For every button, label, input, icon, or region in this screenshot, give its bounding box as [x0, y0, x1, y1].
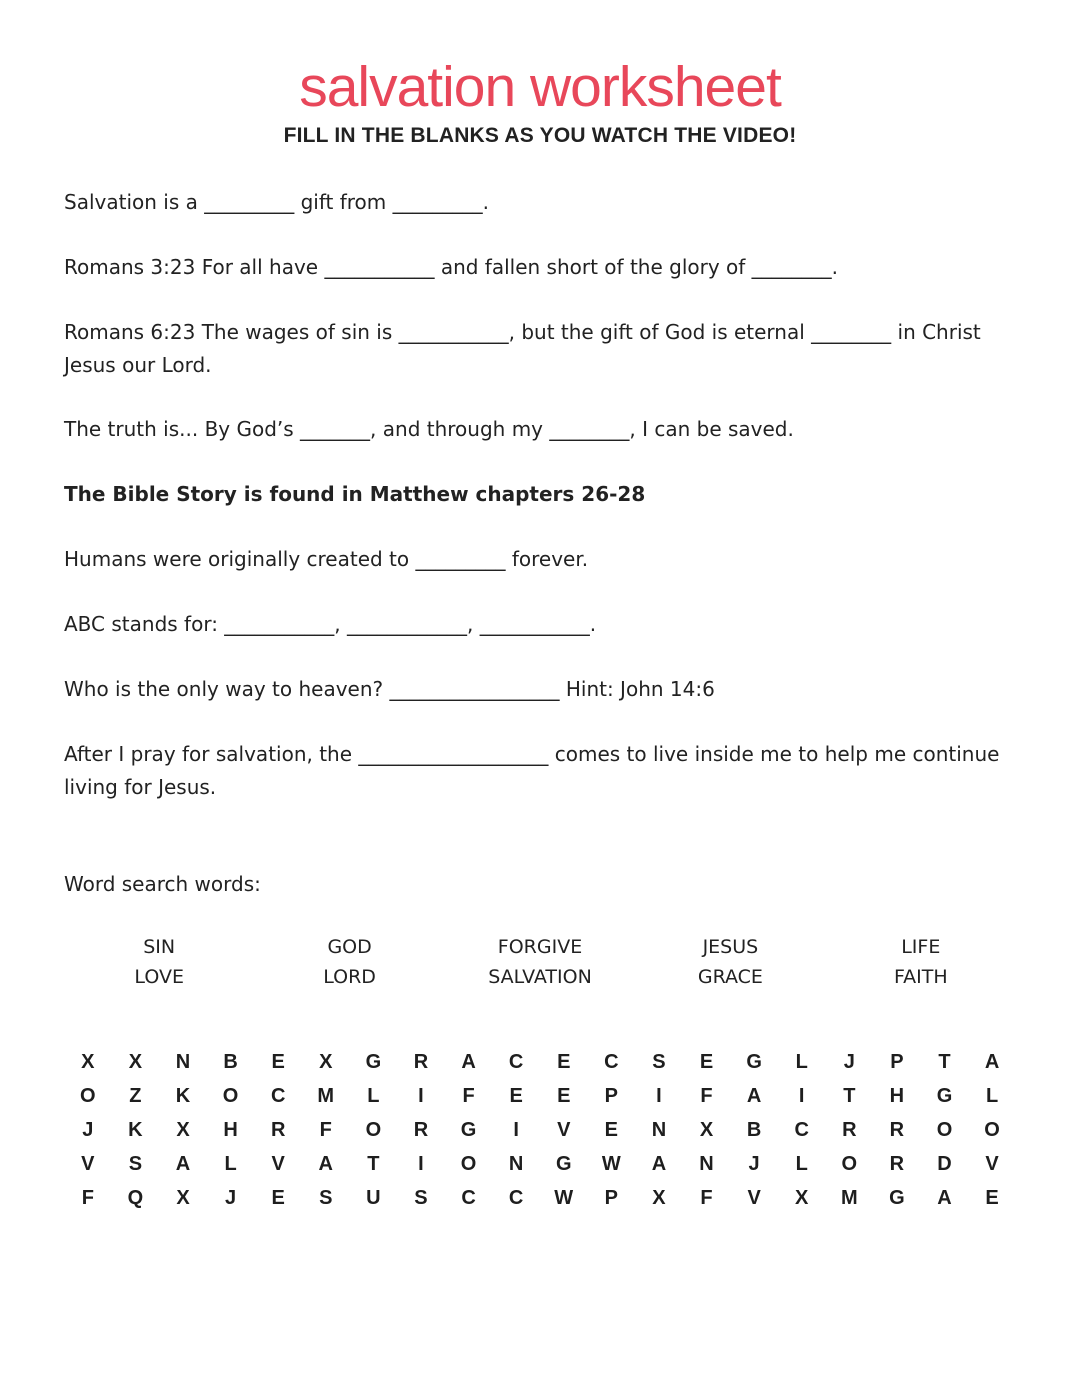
grid-letter[interactable]: B	[746, 1118, 762, 1141]
grid-letter[interactable]: X	[81, 1050, 95, 1073]
grid-letter[interactable]: T	[938, 1050, 951, 1073]
question-8: After I pray for salvation, the ___________________ comes to live inside me to help me continue living for Jesus.	[64, 742, 1000, 799]
grid-letter[interactable]: G	[555, 1152, 572, 1175]
question-2: Romans 3:23 For all have ___________ and fallen short of the glory of ________.	[64, 255, 839, 279]
grid-letter[interactable]: E	[557, 1084, 571, 1107]
grid-letter[interactable]: E	[604, 1118, 618, 1141]
grid-letter[interactable]: A	[984, 1050, 1000, 1073]
grid-letter[interactable]: J	[843, 1050, 855, 1073]
grid-letter[interactable]: A	[461, 1050, 476, 1073]
grid-letter[interactable]: I	[418, 1152, 424, 1175]
grid-row	[64, 1079, 1016, 1113]
grid-letter[interactable]: X	[176, 1186, 190, 1209]
grid-letter[interactable]: G	[460, 1118, 477, 1141]
grid-letter[interactable]: X	[652, 1186, 666, 1209]
word-item: FORGIVE	[497, 936, 583, 958]
grid-letter[interactable]: A	[175, 1152, 191, 1175]
word-item: FAITH	[893, 966, 948, 988]
grid-letter[interactable]: G	[936, 1084, 953, 1107]
word-item: SALVATION	[488, 966, 592, 988]
grid-letter[interactable]: N	[175, 1050, 191, 1073]
grid-letter[interactable]: C	[794, 1118, 809, 1141]
grid-letter[interactable]: R	[413, 1118, 429, 1141]
grid-letter[interactable]: A	[318, 1152, 333, 1175]
grid-letter[interactable]: O	[365, 1118, 382, 1141]
grid-letter[interactable]: X	[319, 1050, 333, 1073]
grid-row	[64, 1181, 1016, 1215]
grid-row	[64, 1113, 1016, 1147]
page-subtitle: FILL IN THE BLANKS AS YOU WATCH THE VIDEO!	[283, 124, 797, 147]
grid-letter[interactable]: F	[700, 1084, 713, 1107]
grid-letter[interactable]: D	[937, 1152, 952, 1175]
grid-letter[interactable]: M	[840, 1186, 858, 1209]
grid-letter[interactable]: O	[222, 1084, 239, 1107]
word-item: LORD	[323, 966, 376, 988]
grid-letter[interactable]: S	[319, 1186, 333, 1209]
grid-letter[interactable]: E	[557, 1050, 571, 1073]
grid-letter[interactable]: O	[984, 1118, 1000, 1141]
grid-letter[interactable]: B	[223, 1050, 238, 1073]
grid-letter[interactable]: G	[365, 1050, 382, 1073]
grid-letter[interactable]: R	[889, 1118, 905, 1141]
grid-row	[64, 1147, 1016, 1181]
grid-letter[interactable]: E	[509, 1084, 523, 1107]
grid-letter[interactable]: W	[554, 1186, 574, 1209]
grid-letter[interactable]: M	[317, 1084, 335, 1107]
grid-letter[interactable]: L	[985, 1084, 999, 1107]
grid-letter[interactable]: X	[795, 1186, 809, 1209]
grid-letter[interactable]: J	[748, 1152, 760, 1175]
grid-letter[interactable]: H	[223, 1118, 238, 1141]
grid-letter[interactable]: F	[462, 1084, 475, 1107]
grid-letter[interactable]: Z	[129, 1084, 142, 1107]
grid-letter[interactable]: U	[366, 1186, 381, 1209]
grid-letter[interactable]: G	[889, 1186, 905, 1209]
bible-story-reference: The Bible Story is found in Matthew chapters 26-28	[64, 482, 646, 506]
grid-letter[interactable]: E	[985, 1186, 999, 1209]
question-7: Who is the only way to heaven? _________________ Hint: John 14:6	[64, 677, 715, 701]
grid-letter[interactable]: K	[175, 1084, 191, 1107]
grid-letter[interactable]: C	[508, 1186, 524, 1209]
grid-letter[interactable]: K	[128, 1118, 143, 1141]
grid-letter[interactable]: I	[513, 1118, 519, 1141]
page-title: salvation worksheet	[299, 55, 781, 119]
grid-letter[interactable]: L	[367, 1084, 380, 1107]
grid-letter[interactable]: A	[746, 1084, 762, 1107]
grid-letter[interactable]: O	[80, 1084, 96, 1107]
word-item: GOD	[327, 936, 372, 958]
grid-letter[interactable]: C	[270, 1084, 286, 1107]
grid-letter[interactable]: G	[746, 1050, 762, 1073]
grid-letter[interactable]: R	[889, 1152, 905, 1175]
grid-letter[interactable]: J	[82, 1118, 94, 1141]
question-3: Romans 6:23 The wages of sin is ___________, but the gift of God is eternal ________ in Christ Jesus our Lord.	[64, 320, 981, 377]
grid-letter[interactable]: L	[795, 1050, 808, 1073]
grid-letter[interactable]: T	[367, 1152, 380, 1175]
grid-letter[interactable]: E	[271, 1050, 285, 1073]
grid-letter[interactable]: P	[604, 1186, 618, 1209]
grid-letter[interactable]: S	[652, 1050, 666, 1073]
question-4: The truth is... By God’s _______, and through my ________, I can be saved.	[64, 417, 794, 441]
grid-letter[interactable]: O	[460, 1152, 477, 1175]
grid-letter[interactable]: C	[461, 1186, 476, 1209]
grid-letter[interactable]: N	[699, 1152, 714, 1175]
word-item: LOVE	[134, 966, 184, 988]
question-5: Humans were originally created to _________ forever.	[64, 547, 589, 571]
grid-letter[interactable]: L	[795, 1152, 808, 1175]
grid-letter[interactable]: E	[271, 1186, 285, 1209]
grid-letter[interactable]: R	[270, 1118, 286, 1141]
question-1: Salvation is a _________ gift from _________.	[64, 190, 489, 214]
grid-letter[interactable]: S	[128, 1152, 143, 1175]
grid-letter[interactable]: X	[176, 1118, 190, 1141]
grid-letter[interactable]: H	[889, 1084, 905, 1107]
grid-letter[interactable]: F	[81, 1186, 94, 1209]
grid-letter[interactable]: V	[985, 1152, 999, 1175]
word-search-word-list	[64, 932, 1016, 992]
grid-letter[interactable]: E	[699, 1050, 714, 1073]
word-item: JESUS	[702, 936, 759, 958]
grid-letter[interactable]: V	[271, 1152, 285, 1175]
grid-letter[interactable]: V	[81, 1152, 95, 1175]
grid-letter[interactable]: A	[651, 1152, 667, 1175]
grid-letter[interactable]: X	[699, 1118, 714, 1141]
grid-letter[interactable]: R	[413, 1050, 429, 1073]
grid-letter[interactable]: A	[937, 1186, 952, 1209]
question-6: ABC stands for: ___________, ____________, ___________.	[64, 612, 597, 636]
grid-letter[interactable]: Q	[127, 1186, 144, 1209]
grid-letter[interactable]: X	[128, 1050, 143, 1073]
grid-letter[interactable]: V	[557, 1118, 571, 1141]
grid-letter[interactable]: P	[604, 1084, 618, 1107]
grid-letter[interactable]: I	[418, 1084, 424, 1107]
grid-letter[interactable]: P	[890, 1050, 904, 1073]
grid-letter[interactable]: L	[224, 1152, 237, 1175]
grid-letter[interactable]: T	[843, 1084, 856, 1107]
grid-letter[interactable]: F	[319, 1118, 332, 1141]
grid-letter[interactable]: F	[700, 1186, 713, 1209]
word-item: SIN	[143, 936, 176, 958]
grid-letter[interactable]: I	[656, 1084, 662, 1107]
grid-letter[interactable]: N	[508, 1152, 524, 1175]
grid-letter[interactable]: W	[601, 1152, 621, 1175]
grid-letter[interactable]: I	[798, 1084, 805, 1107]
grid-row	[64, 1045, 1016, 1079]
word-search-grid	[64, 1045, 1016, 1215]
grid-letter[interactable]: V	[747, 1186, 761, 1209]
grid-letter[interactable]: S	[414, 1186, 428, 1209]
grid-letter[interactable]: J	[225, 1186, 237, 1209]
word-item: GRACE	[697, 966, 763, 988]
word-item: LIFE	[901, 936, 941, 958]
grid-letter[interactable]: C	[604, 1050, 619, 1073]
grid-letter[interactable]: R	[842, 1118, 857, 1141]
word-search-label: Word search words:	[64, 872, 261, 896]
grid-letter[interactable]: C	[508, 1050, 524, 1073]
grid-letter[interactable]: O	[936, 1118, 953, 1141]
grid-letter[interactable]: N	[651, 1118, 667, 1141]
grid-letter[interactable]: O	[841, 1152, 858, 1175]
